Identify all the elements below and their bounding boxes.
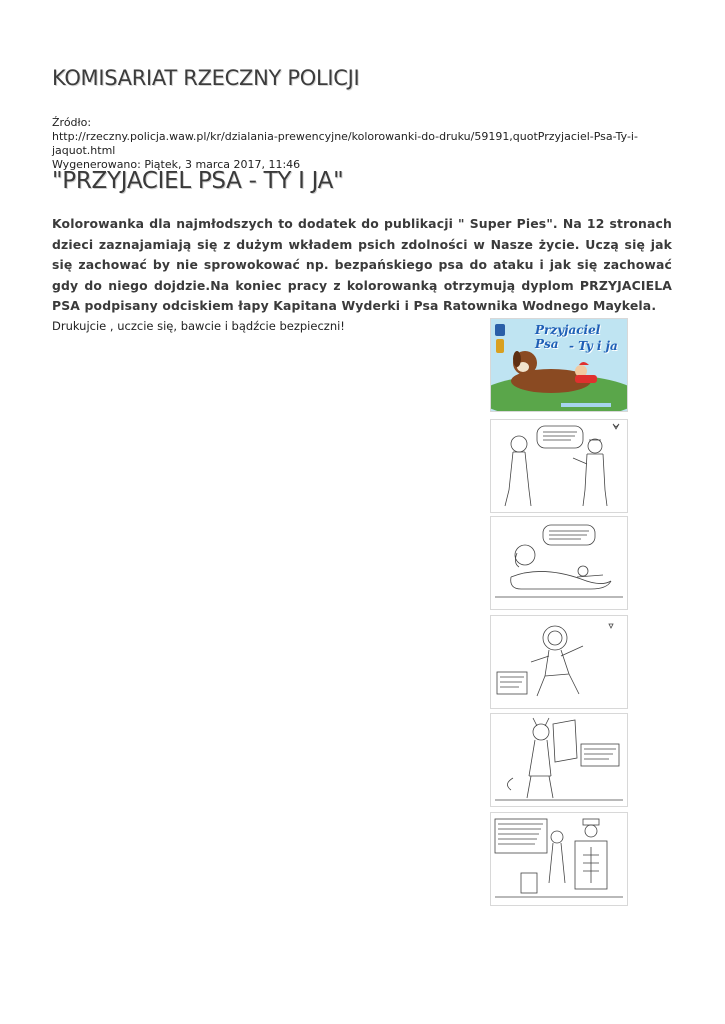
coloring-page-dog-and-officer — [490, 419, 628, 513]
coloring-page-dog-lying-with-child — [490, 516, 628, 610]
coloring-page-space-dog — [490, 615, 628, 709]
generated-date: Wygenerowano: Piątek, 3 marca 2017, 11:46 — [52, 158, 301, 171]
coloring-page-dog-with-map — [490, 713, 628, 807]
coloring-page-dog-xray — [490, 812, 628, 906]
source-label: Źródło: — [52, 116, 92, 129]
cover-title-line1: Przyjaciel Psa — [535, 323, 601, 351]
organization-title: KOMISARIAT RZECZNY POLICJI — [52, 66, 360, 90]
coloring-book-cover — [490, 318, 628, 412]
dog-and-officer-illustration — [491, 420, 627, 512]
space-dog-illustration — [491, 616, 627, 708]
dog-xray-illustration — [491, 813, 627, 905]
cover-title-line2: - Ty i ja — [569, 339, 618, 353]
article-title: "PRZYJACIEL PSA - TY I JA" — [52, 168, 344, 194]
source-url[interactable]: http://rzeczny.policja.waw.pl/kr/dzialania-prewencyjne/kolorowanki-do-druku/59191,quotPrzyjaciel-Psa-Ty-i-jaquot.html — [52, 130, 638, 157]
dog-lying-illustration — [491, 517, 627, 609]
document-meta — [52, 116, 674, 172]
article-lead: Kolorowanka dla najmłodszych to dodatek do publikacji " Super Pies". Na 12 stronach dzieci zaznajamiają się z dużym wkładem psich zdolności w Nasze życie. Uczą się jak się zachować by nie sprowokować np. bezpańskiego psa do ataku i jak się zachować gdy do niego dojdzie.Na koniec pracy z kolorowanką otrzymują dyplom PRZYJACIELA PSA podpisany odciskiem łapy Kapitana Wyderki i Psa Ratownika Wodnego Maykela. — [52, 216, 672, 313]
dog-with-map-illustration — [491, 714, 627, 806]
article-closing: Drukujcie , uczcie się, bawcie i bądźcie bezpieczni! — [52, 319, 345, 333]
